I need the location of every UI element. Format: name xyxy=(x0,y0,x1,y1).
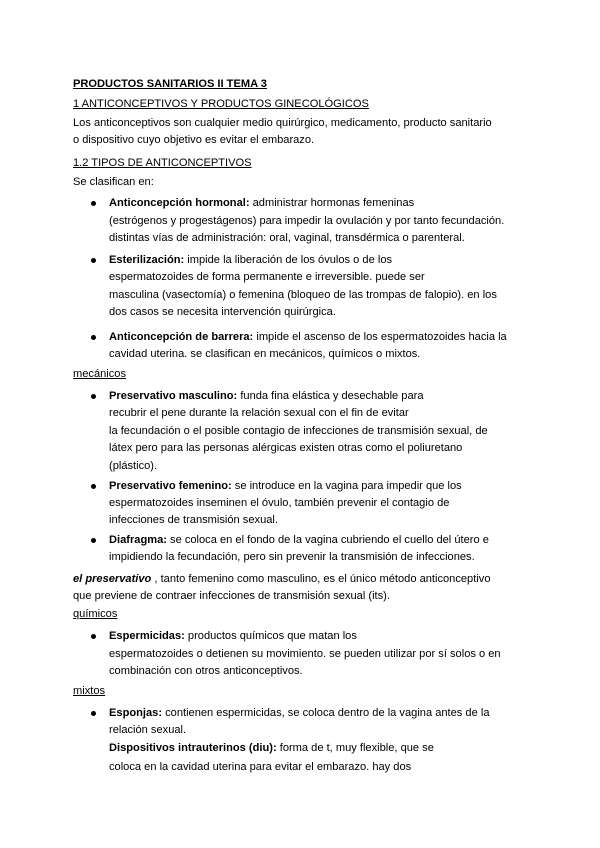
paragraph-line: Se clasifican en: xyxy=(73,176,154,188)
note-text: , tanto femenino como masculino, es el único método anticonceptivo xyxy=(151,573,491,585)
list-item-term: Esterilización: xyxy=(109,254,185,266)
list-item-preservativo-femenino xyxy=(109,479,462,493)
list-item-line: impidiendo la fecundación, pero sin prevenir la transmisión de infecciones. xyxy=(109,551,475,563)
bullet-icon xyxy=(91,201,96,206)
bullet-icon xyxy=(91,634,96,639)
list-item-esponjas xyxy=(109,706,490,720)
bullet-icon xyxy=(91,711,96,716)
list-item-line: infecciones de transmisión sexual. xyxy=(109,514,278,526)
list-item-diu xyxy=(109,741,434,755)
list-item-line: cavidad uterina. se clasifican en mecánicos, químicos o mixtos. xyxy=(109,348,421,360)
list-item-line: látex pero para las personas alérgicas existen otras como el poliuretano xyxy=(109,442,463,454)
note-preservativo xyxy=(73,572,491,586)
bullet-icon xyxy=(91,538,96,543)
list-item-text: se coloca en el fondo de la vagina cubriendo el cuello del útero e xyxy=(166,534,489,546)
bullet-icon xyxy=(91,335,96,340)
document-title: PRODUCTOS SANITARIOS II TEMA 3 xyxy=(73,78,267,90)
list-item-term: Preservativo femenino: xyxy=(109,480,232,492)
list-item-line: distintas vías de administración: oral, vaginal, transdérmica o parenteral. xyxy=(109,232,465,244)
list-item-line: dos casos se necesita intervención quirúrgica. xyxy=(109,306,336,318)
list-item-espermicidas xyxy=(109,629,357,643)
list-item-term: Anticoncepción hormonal: xyxy=(109,197,250,209)
list-item-term: Espermicidas: xyxy=(109,630,185,642)
list-item-line: masculina (vasectomía) o femenina (bloqueo de las trompas de falopio). en los xyxy=(109,289,497,301)
list-item-barrera xyxy=(109,330,507,344)
section-heading-tipos: 1.2 TIPOS DE ANTICONCEPTIVOS xyxy=(73,157,252,169)
list-item-term: Anticoncepción de barrera: xyxy=(109,331,254,343)
list-item-line: coloca en la cavidad uterina para evitar el embarazo. hay dos xyxy=(109,761,412,773)
list-item-text: contienen espermicidas, se coloca dentro de la vagina antes de la xyxy=(162,707,490,719)
paragraph-line: Los anticonceptivos son cualquier medio quirúrgico, medicamento, producto sanitario xyxy=(73,117,492,129)
note-term: el preservativo xyxy=(73,573,152,585)
list-item-text: forma de t, muy flexible, que se xyxy=(276,742,434,754)
list-item-line: relación sexual. xyxy=(109,724,187,736)
subheading-mixtos: mixtos xyxy=(73,685,106,697)
list-item-line: espermatozoides inseminen el óvulo, también prevenir el contagio de xyxy=(109,497,450,509)
bullet-icon xyxy=(91,394,96,399)
list-item-text: impide el ascenso de los espermatozoides hacia la xyxy=(253,331,507,343)
list-item-hormonal xyxy=(109,196,414,210)
list-item-esterilizacion xyxy=(109,253,392,267)
list-item-text: productos químicos que matan los xyxy=(184,630,357,642)
subheading-mecanicos: mecánicos xyxy=(73,368,127,380)
list-item-term: Preservativo masculino: xyxy=(109,390,238,402)
list-item-term: Diafragma: xyxy=(109,534,167,546)
subheading-quimicos: químicos xyxy=(73,608,118,620)
paragraph-line: o dispositivo cuyo objetivo es evitar el embarazo. xyxy=(73,134,315,146)
list-item-term: Esponjas: xyxy=(109,707,163,719)
list-item-text: administrar hormonas femeninas xyxy=(249,197,415,209)
list-item-line: espermatozoides o detienen su movimiento. se pueden utilizar por sí solos o en xyxy=(109,648,501,660)
bullet-icon xyxy=(91,258,96,263)
list-item-term: Dispositivos intrauterinos (diu): xyxy=(109,742,277,754)
list-item-text: impide la liberación de los óvulos o de los xyxy=(184,254,393,266)
list-item-text: se introduce en la vagina para impedir que los xyxy=(231,480,462,492)
list-item-text: funda fina elástica y desechable para xyxy=(237,390,424,402)
list-item-preservativo-masculino xyxy=(109,389,424,403)
list-item-diafragma xyxy=(109,533,489,547)
section-heading-anticonceptivos: 1 ANTICONCEPTIVOS Y PRODUCTOS GINECOLÓGICOS xyxy=(73,98,369,110)
list-item-line: (estrógenos y progestágenos) para impedir la ovulación y por tanto fecundación. xyxy=(109,215,505,227)
list-item-line: la fecundación o el posible contagio de infecciones de transmisión sexual, de xyxy=(109,425,488,437)
note-line: que previene de contraer infecciones de transmisión sexual (its). xyxy=(73,590,390,602)
list-item-line: espermatozoides de forma permanente e irreversible. puede ser xyxy=(109,271,425,283)
list-item-line: combinación con otros anticonceptivos. xyxy=(109,665,303,677)
list-item-line: recubrir el pene durante la relación sexual con el fin de evitar xyxy=(109,407,409,419)
list-item-line: (plástico). xyxy=(109,460,158,472)
bullet-icon xyxy=(91,484,96,489)
